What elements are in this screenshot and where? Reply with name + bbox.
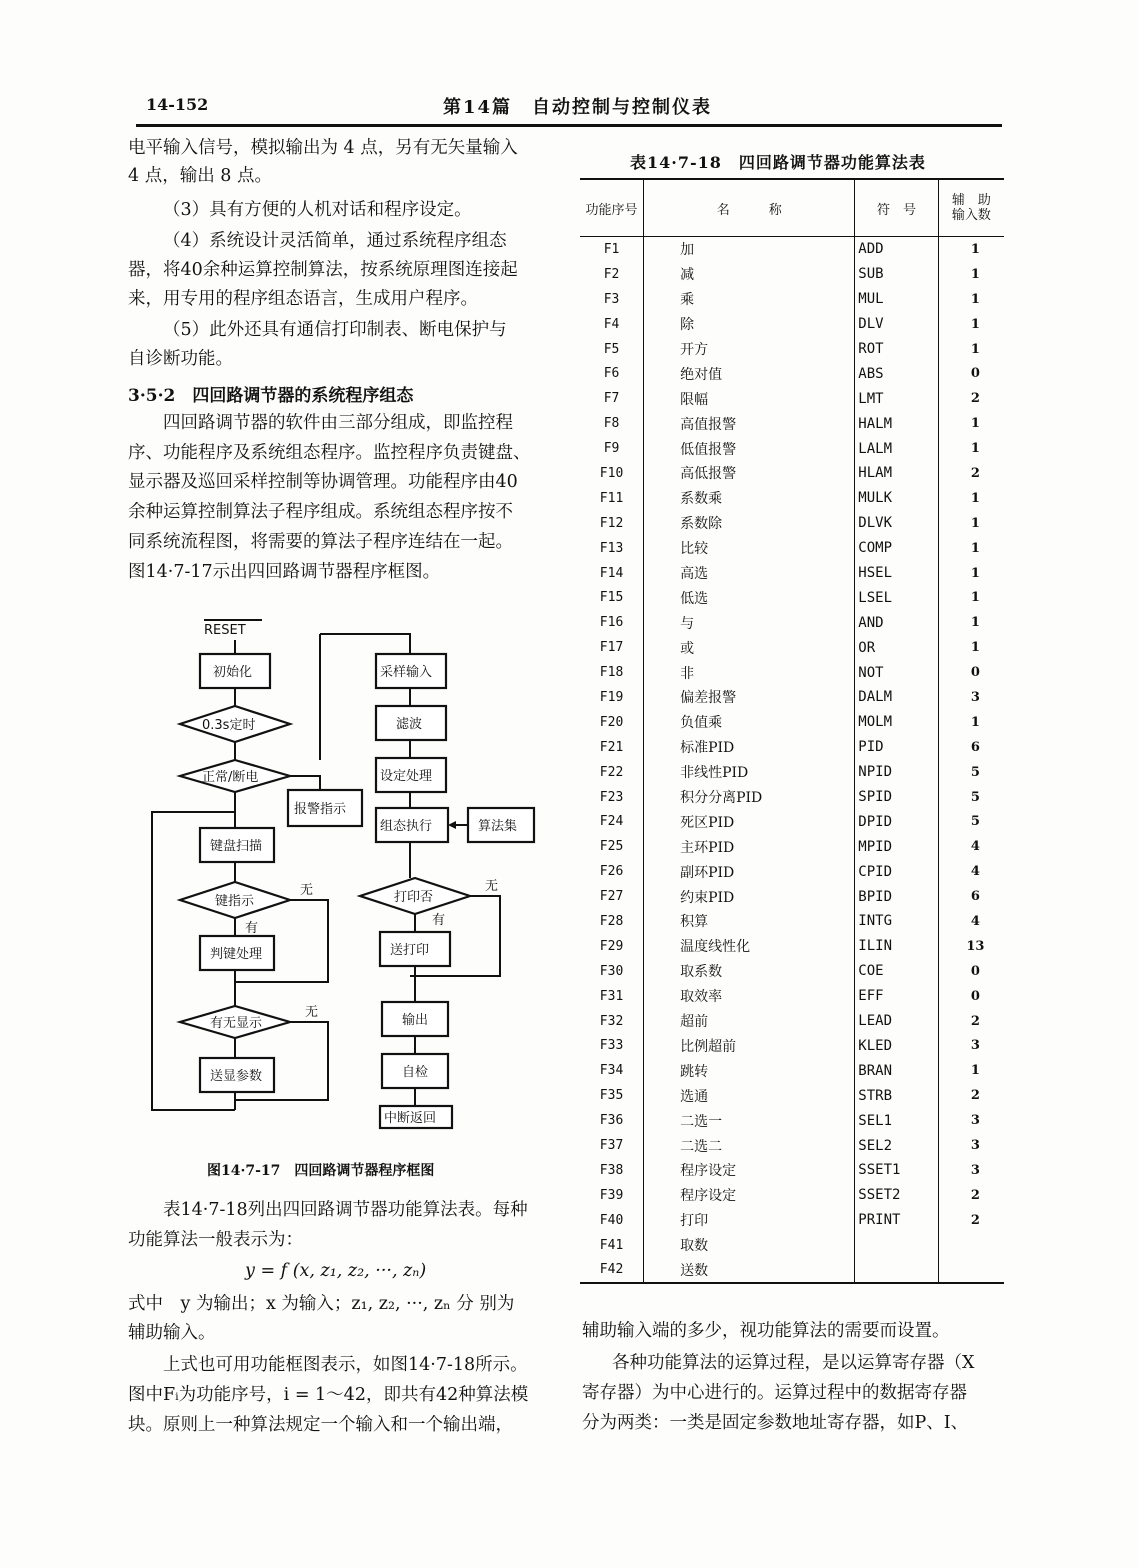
cell-name: 程序设定 — [644, 1158, 855, 1183]
table-row — [580, 436, 1004, 461]
cell-seq: F7 — [603, 391, 620, 407]
cell-seq: F2 — [603, 266, 620, 282]
power-label: 正常/断电 — [202, 770, 259, 785]
cell-aux: 1 — [938, 436, 1004, 461]
config-exec-label: 组态执行 — [380, 819, 433, 834]
cell-seq: F3 — [603, 291, 620, 307]
cell-seq: F36 — [599, 1113, 624, 1129]
table-row — [580, 660, 1004, 685]
cell-symbol: EFF — [855, 984, 938, 1009]
cell-symbol: SPID — [855, 785, 938, 810]
cell-seq: F25 — [599, 839, 624, 855]
cell-symbol: DPID — [855, 809, 938, 834]
yes-label: 有 — [432, 913, 446, 928]
key-label: 键指示 — [215, 894, 255, 909]
table-row — [580, 760, 1004, 785]
cell-name: 低值报警 — [644, 436, 855, 461]
filter-label: 滤波 — [396, 717, 423, 732]
paragraph-line: 上式也可用功能框图表示，如图14·7-18所示。 — [163, 1355, 528, 1375]
cell-seq: F9 — [603, 441, 620, 457]
no-label: 无 — [300, 883, 314, 898]
cell-symbol: DALM — [855, 685, 938, 710]
interrupt-return-label: 中断返回 — [384, 1111, 437, 1126]
cell-symbol: ROT — [855, 337, 938, 362]
cell-symbol — [855, 1258, 938, 1284]
table-row — [580, 1133, 1004, 1158]
cell-symbol: HSEL — [855, 561, 938, 586]
keyboard-scan-label: 键盘扫描 — [210, 839, 263, 854]
cell-aux: 3 — [938, 1158, 1004, 1183]
fault-label: 报警指示 — [294, 802, 347, 817]
cell-seq: F19 — [599, 689, 624, 705]
cell-aux: 3 — [938, 1108, 1004, 1133]
section-heading: 3·5·2 四回路调节器的系统程序组态 — [128, 386, 414, 406]
paragraph-line: 序、功能程序及系统组态程序。监控程序负责键盘、 — [128, 443, 531, 463]
table-row — [580, 1034, 1004, 1059]
cell-seq: F27 — [599, 889, 624, 905]
cell-symbol: PID — [855, 735, 938, 760]
cell-aux: 1 — [938, 312, 1004, 337]
cell-seq: F31 — [599, 988, 624, 1004]
paragraph-line: 块。原则上一种算法规定一个输入和一个输出端， — [128, 1415, 513, 1435]
cell-seq: F6 — [603, 366, 620, 382]
table-row — [580, 710, 1004, 735]
cell-name: 二选二 — [644, 1133, 855, 1158]
table-row — [580, 1158, 1004, 1183]
cell-aux: 0 — [938, 660, 1004, 685]
output-label: 输出 — [402, 1013, 429, 1028]
cell-symbol: SEL1 — [855, 1108, 938, 1133]
col-aux-a: 辅 助 — [951, 193, 991, 208]
col-name: 名 称 — [644, 179, 855, 237]
cell-symbol: MPID — [855, 834, 938, 859]
cell-symbol: HALM — [855, 411, 938, 436]
cell-name: 选通 — [644, 1083, 855, 1108]
cell-symbol: LALM — [855, 436, 938, 461]
cell-aux: 1 — [938, 610, 1004, 635]
cell-symbol: COMP — [855, 536, 938, 561]
paragraph-line: 图14·7-17示出四回路调节器程序框图。 — [128, 562, 441, 582]
cell-symbol: AND — [855, 610, 938, 635]
cell-seq: F11 — [599, 490, 624, 506]
send-display-label: 送显参数 — [210, 1069, 263, 1084]
table-row — [580, 884, 1004, 909]
cell-name: 低选 — [644, 585, 855, 610]
cell-seq: F23 — [599, 789, 624, 805]
cell-name: 比较 — [644, 536, 855, 561]
paragraph-line: 图中Fᵢ为功能序号，i = 1～42，即共有42种算法模 — [128, 1385, 529, 1405]
cell-name: 乘 — [644, 287, 855, 312]
cell-seq: F15 — [599, 590, 624, 606]
cell-aux: 1 — [938, 287, 1004, 312]
table-row — [580, 312, 1004, 337]
self-check-label: 自检 — [402, 1065, 429, 1080]
table-row — [580, 1233, 1004, 1258]
cell-symbol: SUB — [855, 262, 938, 287]
algorithm-set-label: 算法集 — [478, 819, 518, 834]
init-label: 初始化 — [213, 665, 253, 680]
table-row — [580, 859, 1004, 884]
cell-aux: 1 — [938, 710, 1004, 735]
table-row — [580, 984, 1004, 1009]
key-process-label: 判键处理 — [210, 947, 263, 962]
paragraph-line: 余种运算控制算法子程序组成。系统组态程序按不 — [128, 502, 513, 522]
cell-name: 高选 — [644, 561, 855, 586]
table-row — [580, 361, 1004, 386]
cell-symbol: CPID — [855, 859, 938, 884]
cell-name: 取系数 — [644, 959, 855, 984]
table-row — [580, 237, 1004, 262]
cell-name: 与 — [644, 610, 855, 635]
cell-aux: 3 — [938, 1034, 1004, 1059]
table-row — [580, 909, 1004, 934]
table-row — [580, 585, 1004, 610]
cell-aux: 0 — [938, 959, 1004, 984]
cell-aux: 6 — [938, 735, 1004, 760]
table-row — [580, 1258, 1004, 1284]
cell-name: 限幅 — [644, 386, 855, 411]
paragraph-line: 分为两类：一类是固定参数地址寄存器，如P、I、 — [582, 1413, 969, 1433]
paragraph-line: 寄存器）为中心进行的。运算过程中的数据寄存器 — [582, 1383, 967, 1403]
paragraph-line: 四回路调节器的软件由三部分组成，即监控程 — [163, 413, 513, 433]
cell-seq: F12 — [599, 515, 624, 531]
paragraph-line: 表14·7-18列出四回路调节器功能算法表。每种 — [163, 1200, 528, 1220]
cell-aux: 2 — [938, 1009, 1004, 1034]
cell-symbol: SSET2 — [855, 1183, 938, 1208]
cell-seq: F20 — [599, 714, 624, 730]
cell-aux: 1 — [938, 237, 1004, 262]
paragraph-line: 器，将40余种运算控制算法，按系统原理图连接起 — [128, 260, 518, 280]
cell-seq: F38 — [599, 1162, 624, 1178]
cell-aux: 1 — [938, 486, 1004, 511]
cell-seq: F26 — [599, 864, 624, 880]
page-number: 14-152 — [146, 95, 209, 114]
cell-aux: 1 — [938, 511, 1004, 536]
cell-symbol: DLVK — [855, 511, 938, 536]
no-label: 无 — [305, 1005, 319, 1020]
paragraph-line: 功能算法一般表示为： — [128, 1230, 303, 1250]
cell-name: 加 — [644, 237, 855, 262]
col-aux-b: 输入数 — [951, 208, 991, 223]
paragraph-line: 同系统流程图，将需要的算法子程序连结在一起。 — [128, 532, 513, 552]
cell-seq: F39 — [599, 1187, 624, 1203]
cell-symbol: BPID — [855, 884, 938, 909]
cell-name: 减 — [644, 262, 855, 287]
running-title: 第14篇 自动控制与控制仪表 — [443, 97, 713, 118]
cell-aux: 6 — [938, 884, 1004, 909]
cell-aux: 3 — [938, 685, 1004, 710]
table-row — [580, 337, 1004, 362]
cell-name: 死区PID — [644, 809, 855, 834]
paragraph-line: 显示器及巡回采样控制等协调管理。功能程序由40 — [128, 472, 518, 492]
col-aux — [938, 179, 1004, 237]
cell-name: 二选一 — [644, 1108, 855, 1133]
table-row — [580, 262, 1004, 287]
cell-aux: 4 — [938, 909, 1004, 934]
table-row — [580, 685, 1004, 710]
cell-symbol: COE — [855, 959, 938, 984]
cell-seq: F18 — [599, 665, 624, 681]
cell-aux: 0 — [938, 984, 1004, 1009]
cell-seq: F30 — [599, 963, 624, 979]
table-row — [580, 287, 1004, 312]
cell-aux: 5 — [938, 760, 1004, 785]
cell-aux: 1 — [938, 585, 1004, 610]
cell-seq: F33 — [599, 1038, 624, 1054]
cell-symbol: NOT — [855, 660, 938, 685]
cell-name: 负值乘 — [644, 710, 855, 735]
cell-aux: 13 — [938, 934, 1004, 959]
cell-aux — [938, 1233, 1004, 1258]
table-row — [580, 735, 1004, 760]
cell-symbol: KLED — [855, 1034, 938, 1059]
cell-name: 温度线性化 — [644, 934, 855, 959]
table-row — [580, 536, 1004, 561]
cell-symbol: SSET1 — [855, 1158, 938, 1183]
cell-symbol: OR — [855, 635, 938, 660]
cell-symbol: NPID — [855, 760, 938, 785]
reset-label: RESET — [204, 623, 246, 638]
cell-aux: 2 — [938, 1083, 1004, 1108]
paragraph-line: 来，用专用的程序组态语言，生成用户程序。 — [128, 289, 478, 309]
paragraph-line: 4 点，输出 8 点。 — [128, 166, 272, 186]
cell-seq: F29 — [599, 938, 624, 954]
cell-name: 非线性PID — [644, 760, 855, 785]
cell-name: 程序设定 — [644, 1183, 855, 1208]
program-flowchart — [140, 610, 560, 1130]
cell-name: 系数除 — [644, 511, 855, 536]
cell-seq: F4 — [603, 316, 620, 332]
cell-aux: 1 — [938, 337, 1004, 362]
cell-name: 标准PID — [644, 735, 855, 760]
cell-aux: 4 — [938, 834, 1004, 859]
table-row — [580, 635, 1004, 660]
col-seq: 功能序号 — [580, 179, 644, 237]
paragraph-line: 自诊断功能。 — [128, 349, 233, 369]
table-row — [580, 785, 1004, 810]
table-row — [580, 1009, 1004, 1034]
cell-symbol: SEL2 — [855, 1133, 938, 1158]
cell-seq: F34 — [599, 1063, 624, 1079]
cell-symbol: MUL — [855, 287, 938, 312]
table-row — [580, 610, 1004, 635]
cell-symbol: LSEL — [855, 585, 938, 610]
cell-symbol: HLAM — [855, 461, 938, 486]
cell-seq: F41 — [599, 1237, 624, 1253]
cell-seq: F1 — [603, 241, 620, 257]
cell-seq: F32 — [599, 1013, 624, 1029]
cell-aux: 1 — [938, 635, 1004, 660]
display-label: 有无显示 — [210, 1016, 263, 1031]
cell-aux: 2 — [938, 386, 1004, 411]
sample-label: 采样输入 — [380, 665, 433, 680]
cell-name: 约束PID — [644, 884, 855, 909]
function-algorithm-table — [580, 178, 1004, 1284]
cell-seq: F14 — [599, 565, 624, 581]
list-item-4: （4）系统设计灵活简单，通过系统程序组态 — [163, 231, 507, 251]
no-label: 无 — [485, 879, 499, 894]
cell-aux: 1 — [938, 411, 1004, 436]
cell-name: 积分分离PID — [644, 785, 855, 810]
cell-symbol: BRAN — [855, 1058, 938, 1083]
table-row — [580, 486, 1004, 511]
col-symbol: 符 号 — [855, 179, 938, 237]
cell-name: 送数 — [644, 1258, 855, 1284]
table-header-row — [580, 179, 1004, 237]
cell-aux: 1 — [938, 262, 1004, 287]
table-row — [580, 1083, 1004, 1108]
cell-aux: 1 — [938, 561, 1004, 586]
cell-aux: 1 — [938, 1058, 1004, 1083]
cell-name: 或 — [644, 635, 855, 660]
cell-name: 绝对值 — [644, 361, 855, 386]
paragraph-line: 各种功能算法的运算过程，是以运算寄存器（X — [612, 1353, 975, 1373]
table-row — [580, 461, 1004, 486]
cell-seq: F21 — [599, 739, 624, 755]
cell-aux: 3 — [938, 1133, 1004, 1158]
cell-name: 副环PID — [644, 859, 855, 884]
table-row — [580, 411, 1004, 436]
cell-seq: F8 — [603, 416, 620, 432]
table-row — [580, 511, 1004, 536]
table-row — [580, 1108, 1004, 1133]
cell-seq: F5 — [603, 341, 620, 357]
cell-name: 高值报警 — [644, 411, 855, 436]
cell-aux: 2 — [938, 1208, 1004, 1233]
cell-aux: 2 — [938, 1183, 1004, 1208]
cell-name: 系数乘 — [644, 486, 855, 511]
cell-symbol: MOLM — [855, 710, 938, 735]
cell-symbol: ABS — [855, 361, 938, 386]
cell-name: 取效率 — [644, 984, 855, 1009]
cell-aux: 0 — [938, 361, 1004, 386]
figure-caption: 图14·7-17 四回路调节器程序框图 — [207, 1163, 435, 1179]
yes-label: 有 — [245, 921, 259, 936]
table-row — [580, 834, 1004, 859]
cell-name: 非 — [644, 660, 855, 685]
cell-name: 超前 — [644, 1009, 855, 1034]
paragraph-line: 辅助输入。 — [128, 1323, 216, 1343]
cell-seq: F10 — [599, 465, 624, 481]
cell-seq: F35 — [599, 1088, 624, 1104]
header-rule — [136, 124, 1002, 127]
cell-seq: F40 — [599, 1212, 624, 1228]
cell-seq: F16 — [599, 615, 624, 631]
formula: y = f (x, z₁, z₂, ···, zₙ) — [245, 1261, 427, 1281]
cell-seq: F24 — [599, 814, 624, 830]
cell-name: 主环PID — [644, 834, 855, 859]
cell-seq: F13 — [599, 540, 624, 556]
list-item-3: （3）具有方便的人机对话和程序设定。 — [163, 200, 472, 220]
cell-aux: 1 — [938, 536, 1004, 561]
cell-name: 打印 — [644, 1208, 855, 1233]
cell-name: 除 — [644, 312, 855, 337]
table-row — [580, 1208, 1004, 1233]
cell-symbol: ILIN — [855, 934, 938, 959]
cell-aux: 5 — [938, 785, 1004, 810]
cell-symbol: DLV — [855, 312, 938, 337]
table-title: 表14·7-18 四回路调节器功能算法表 — [630, 153, 926, 172]
timer-label: 0.3s定时 — [202, 718, 256, 733]
cell-aux: 2 — [938, 461, 1004, 486]
paragraph-line: 辅助输入端的多少，视功能算法的需要而设置。 — [582, 1321, 950, 1341]
cell-seq: F17 — [599, 640, 624, 656]
cell-name: 跳转 — [644, 1058, 855, 1083]
table-row — [580, 809, 1004, 834]
cell-name: 取数 — [644, 1233, 855, 1258]
cell-aux — [938, 1258, 1004, 1284]
table-row — [580, 386, 1004, 411]
cell-aux: 4 — [938, 859, 1004, 884]
cell-symbol: LMT — [855, 386, 938, 411]
cell-aux: 5 — [938, 809, 1004, 834]
cell-name: 积算 — [644, 909, 855, 934]
cell-symbol: PRINT — [855, 1208, 938, 1233]
cell-symbol: ADD — [855, 237, 938, 262]
paragraph-line: 电平输入信号，模拟输出为 4 点，另有无矢量输入 — [128, 138, 518, 158]
send-print-label: 送打印 — [390, 943, 430, 958]
cell-symbol: LEAD — [855, 1009, 938, 1034]
table-row — [580, 934, 1004, 959]
paragraph-line: 式中 y 为输出；x 为输入；z₁, z₂, ···, zₙ 分 别为 — [128, 1294, 515, 1314]
cell-name: 比例超前 — [644, 1034, 855, 1059]
cell-name: 高低报警 — [644, 461, 855, 486]
cell-name: 偏差报警 — [644, 685, 855, 710]
cell-seq: F42 — [580, 1258, 644, 1284]
cell-symbol: STRB — [855, 1083, 938, 1108]
cell-seq: F28 — [599, 913, 624, 929]
cell-symbol: MULK — [855, 486, 938, 511]
cell-symbol — [855, 1233, 938, 1258]
table-row — [580, 1183, 1004, 1208]
table-row — [580, 1058, 1004, 1083]
setpoint-label: 设定处理 — [380, 769, 433, 784]
table-row — [580, 561, 1004, 586]
cell-seq: F37 — [599, 1138, 624, 1153]
list-item-5: （5）此外还具有通信打印制表、断电保护与 — [163, 320, 507, 340]
cell-seq: F22 — [599, 764, 624, 780]
cell-symbol: INTG — [855, 909, 938, 934]
table-row — [580, 959, 1004, 984]
cell-name: 开方 — [644, 337, 855, 362]
print-label: 打印否 — [394, 890, 434, 905]
